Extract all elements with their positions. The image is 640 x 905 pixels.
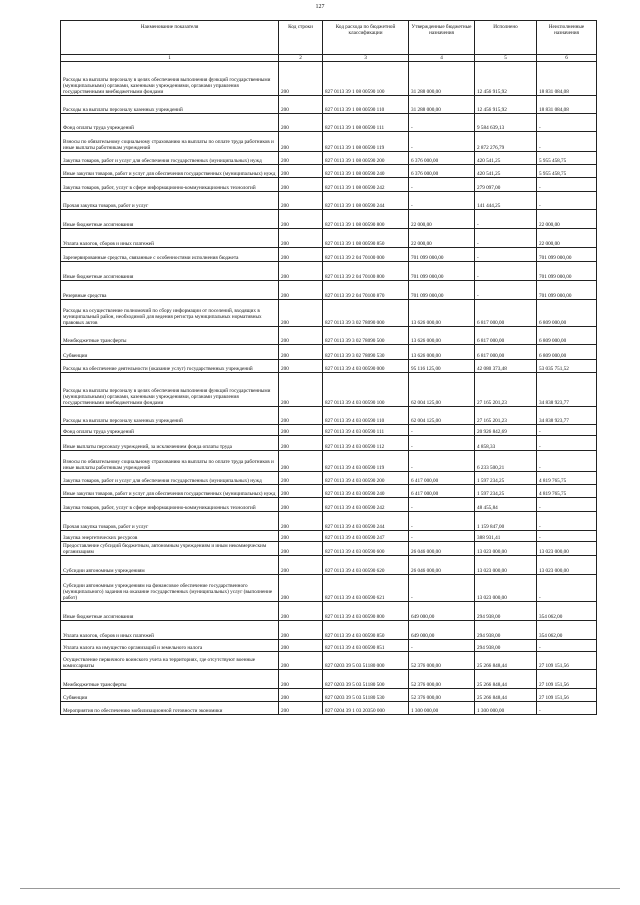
classification-code-cell: 827 0113 39 1 08 00590 111: [323, 114, 409, 132]
classification-code-cell: 827 0113 39 2 04 70100 000: [323, 248, 409, 262]
column-number: 6: [537, 55, 597, 62]
line-code-cell: 200: [279, 248, 323, 262]
classification-code-cell: 827 0113 39 1 08 00590 119: [323, 132, 409, 152]
indicator-name-cell: Уплата налогов, сборов и иных платежей: [61, 621, 279, 640]
executed-amount-cell: 6 817 000,00: [475, 345, 537, 360]
executed-amount-cell: 279 097,00: [475, 178, 537, 192]
approved-amount-cell: 22 000,00: [409, 210, 475, 229]
executed-amount-cell: 420 541,25: [475, 152, 537, 165]
classification-code-cell: 827 0113 39 4 03 00590 247: [323, 531, 409, 542]
indicator-name-cell: Расходы на обеспечение деятельности (оказание услуг) государственных учреждений: [61, 360, 279, 373]
approved-amount-cell: -: [409, 498, 475, 512]
line-code-cell: 200: [279, 152, 323, 165]
table-header-row: [61, 21, 597, 55]
classification-code-cell: 827 0113 39 4 03 00590 800: [323, 602, 409, 621]
classification-code-cell: 827 0113 39 4 03 00590 242: [323, 498, 409, 512]
remaining-amount-cell: -: [537, 531, 597, 542]
remaining-amount-cell: 18 831 084,08: [537, 96, 597, 114]
classification-code-cell: 827 0113 39 4 03 00590 119: [323, 451, 409, 472]
indicator-name-cell: Иные бюджетные ассигнования: [61, 602, 279, 621]
header-indicator-name: Наименование показателя: [61, 21, 279, 55]
table-row: [61, 436, 597, 451]
line-code-cell: 200: [279, 407, 323, 425]
classification-code-cell: 827 0113 39 4 03 00590 111: [323, 425, 409, 436]
approved-amount-cell: 701 099 000,00: [409, 248, 475, 262]
remaining-amount-cell: -: [537, 498, 597, 512]
executed-amount-cell: 2 872 276,79: [475, 132, 537, 152]
header-unexecuted-appropriations: Неисполненные назначения: [537, 21, 597, 55]
executed-amount-cell: 4 858,33: [475, 436, 537, 451]
line-code-cell: 200: [279, 192, 323, 210]
approved-amount-cell: 22 000,00: [409, 229, 475, 248]
indicator-name-cell: Закупка товаров, работ и услуг для обеспечения государственных (муниципальных) нужд: [61, 152, 279, 165]
approved-amount-cell: -: [409, 425, 475, 436]
approved-amount-cell: 649 000,00: [409, 621, 475, 640]
table-row: [61, 132, 597, 152]
table-row: [61, 345, 597, 360]
indicator-name-cell: Зарезервированные средства, связанные с особенностями исполнения бюджета: [61, 248, 279, 262]
line-code-cell: 200: [279, 178, 323, 192]
classification-code-cell: 827 0113 39 4 03 00590 851: [323, 640, 409, 652]
executed-amount-cell: 9 584 639,13: [475, 114, 537, 132]
table-row: [61, 96, 597, 114]
remaining-amount-cell: -: [537, 575, 597, 602]
table-row: [61, 248, 597, 262]
approved-amount-cell: 701 099 000,00: [409, 281, 475, 300]
line-code-cell: 200: [279, 436, 323, 451]
approved-amount-cell: -: [409, 114, 475, 132]
table-row: [61, 425, 597, 436]
classification-code-cell: 827 0113 39 4 03 00590 600: [323, 542, 409, 556]
remaining-amount-cell: 354 062,00: [537, 602, 597, 621]
line-code-cell: 200: [279, 300, 323, 327]
table-row: [61, 407, 597, 425]
executed-amount-cell: 6 817 000,00: [475, 327, 537, 345]
approved-amount-cell: -: [409, 451, 475, 472]
approved-amount-cell: 1 300 000,00: [409, 702, 475, 715]
executed-amount-cell: -: [475, 281, 537, 300]
approved-amount-cell: -: [409, 531, 475, 542]
indicator-name-cell: Взносы по обязательному социальному страхованию на выплаты по оплате труда работников и иные выплаты работникам учреждений: [61, 451, 279, 472]
remaining-amount-cell: 34 838 923,77: [537, 373, 597, 407]
table-row: [61, 192, 597, 210]
table-row: [61, 210, 597, 229]
remaining-amount-cell: -: [537, 702, 597, 715]
classification-code-cell: 827 0113 39 4 03 00590 244: [323, 512, 409, 531]
classification-code-cell: 827 0203 39 5 03 51180 500: [323, 670, 409, 689]
column-number: 5: [475, 55, 537, 62]
classification-code-cell: 827 0113 39 4 03 00590 850: [323, 621, 409, 640]
line-code-cell: 200: [279, 621, 323, 640]
indicator-name-cell: Предоставление субсидий бюджетным, автономным учреждениям и иным некоммерческим организациям: [61, 542, 279, 556]
table-row: [61, 300, 597, 327]
header-executed: Исполнено: [475, 21, 537, 55]
indicator-name-cell: Расходы на выплаты персоналу в целях обеспечения выполнения функций государственными (муниципальными) органами, казенными учреждениями, органами управления государственными внебюджетными фондами: [61, 373, 279, 407]
remaining-amount-cell: -: [537, 425, 597, 436]
classification-code-cell: 827 0113 39 2 04 70100 800: [323, 262, 409, 281]
classification-code-cell: 827 0204 39 1 03 20350 000: [323, 702, 409, 715]
page-bottom-rule: [20, 888, 620, 889]
classification-code-cell: 827 0203 39 5 03 51180 000: [323, 652, 409, 670]
approved-amount-cell: 52 376 000,00: [409, 689, 475, 702]
page-number: 127: [315, 4, 325, 10]
approved-amount-cell: 13 626 000,00: [409, 300, 475, 327]
line-code-cell: 200: [279, 702, 323, 715]
table-row: [61, 229, 597, 248]
remaining-amount-cell: 701 099 000,00: [537, 281, 597, 300]
classification-code-cell: 827 0113 39 4 03 00590 620: [323, 556, 409, 575]
executed-amount-cell: 12 456 915,92: [475, 62, 537, 96]
table-row: [61, 556, 597, 575]
remaining-amount-cell: -: [537, 640, 597, 652]
indicator-name-cell: Уплата налога на имущество организаций и земельного налога: [61, 640, 279, 652]
line-code-cell: 200: [279, 114, 323, 132]
approved-amount-cell: 52 376 000,00: [409, 652, 475, 670]
executed-amount-cell: 294 938,00: [475, 640, 537, 652]
indicator-name-cell: Субсидии автономным учреждениям на финансовое обеспечение государственного (муниципального) задания на оказание государственных (муниципальных) услуг (выполнение работ): [61, 575, 279, 602]
column-number: 4: [409, 55, 475, 62]
header-budget-classification-code: Код расхода по бюджетной классификации: [323, 21, 409, 55]
header-line-code: Код строки: [279, 21, 323, 55]
line-code-cell: 200: [279, 229, 323, 248]
line-code-cell: 200: [279, 498, 323, 512]
indicator-name-cell: Расходы на выплаты персоналу казенных учреждений: [61, 96, 279, 114]
classification-code-cell: 827 0113 39 4 03 00590 112: [323, 436, 409, 451]
table-row: [61, 485, 597, 498]
indicator-name-cell: Расходы на выплаты персоналу в целях обеспечения выполнения функций государственными (муниципальными) органами, казенными учреждениями, органами управления государственными внебюджетными фондами: [61, 62, 279, 96]
remaining-amount-cell: 5 955 458,75: [537, 152, 597, 165]
executed-amount-cell: 12 456 915,92: [475, 96, 537, 114]
indicator-name-cell: Прочая закупка товаров, работ и услуг: [61, 192, 279, 210]
table-row: [61, 531, 597, 542]
line-code-cell: 200: [279, 542, 323, 556]
line-code-cell: 200: [279, 281, 323, 300]
remaining-amount-cell: 34 838 923,77: [537, 407, 597, 425]
approved-amount-cell: 6 376 000,00: [409, 165, 475, 178]
approved-amount-cell: -: [409, 192, 475, 210]
executed-amount-cell: 25 266 848,44: [475, 689, 537, 702]
approved-amount-cell: -: [409, 640, 475, 652]
line-code-cell: 200: [279, 96, 323, 114]
indicator-name-cell: Иные выплаты персоналу учреждений, за исключением фонда оплаты труда: [61, 436, 279, 451]
remaining-amount-cell: 13 023 000,00: [537, 556, 597, 575]
table-row: [61, 640, 597, 652]
classification-code-cell: 827 0113 39 4 03 00590 240: [323, 485, 409, 498]
approved-amount-cell: -: [409, 575, 475, 602]
table-row: [61, 542, 597, 556]
classification-code-cell: 827 0113 39 4 03 00590 000: [323, 360, 409, 373]
approved-amount-cell: 52 376 000,00: [409, 670, 475, 689]
approved-amount-cell: 26 046 000,00: [409, 542, 475, 556]
line-code-cell: 200: [279, 575, 323, 602]
classification-code-cell: 827 0113 39 4 03 00590 110: [323, 407, 409, 425]
indicator-name-cell: Расходы на выплаты персоналу казенных учреждений: [61, 407, 279, 425]
classification-code-cell: 827 0113 39 1 08 00590 850: [323, 229, 409, 248]
classification-code-cell: 827 0113 39 1 08 00590 110: [323, 96, 409, 114]
line-code-cell: 200: [279, 132, 323, 152]
executed-amount-cell: -: [475, 262, 537, 281]
table-row: [61, 451, 597, 472]
approved-amount-cell: 13 626 000,00: [409, 327, 475, 345]
column-number: 1: [61, 55, 279, 62]
line-code-cell: 200: [279, 262, 323, 281]
classification-code-cell: 827 0113 39 4 03 00590 200: [323, 472, 409, 485]
line-code-cell: 200: [279, 210, 323, 229]
table-row: [61, 165, 597, 178]
executed-amount-cell: 1 597 234,25: [475, 485, 537, 498]
remaining-amount-cell: -: [537, 436, 597, 451]
table-row: [61, 498, 597, 512]
indicator-name-cell: Прочая закупка товаров, работ и услуг: [61, 512, 279, 531]
remaining-amount-cell: -: [537, 512, 597, 531]
executed-amount-cell: 294 938,00: [475, 602, 537, 621]
line-code-cell: 200: [279, 425, 323, 436]
indicator-name-cell: Закупка товаров, работ, услуг в сфере информационно-коммуникационных технологий: [61, 178, 279, 192]
executed-amount-cell: -: [475, 248, 537, 262]
remaining-amount-cell: 53 035 751,52: [537, 360, 597, 373]
indicator-name-cell: Субсидии автономным учреждениям: [61, 556, 279, 575]
line-code-cell: 200: [279, 327, 323, 345]
table-row: [61, 178, 597, 192]
line-code-cell: 200: [279, 472, 323, 485]
remaining-amount-cell: 5 955 458,75: [537, 165, 597, 178]
classification-code-cell: 827 0203 39 5 03 51180 530: [323, 689, 409, 702]
remaining-amount-cell: 354 062,00: [537, 621, 597, 640]
executed-amount-cell: 388 931,41: [475, 531, 537, 542]
table-row: [61, 575, 597, 602]
indicator-name-cell: Закупка энергетических ресурсов: [61, 531, 279, 542]
table-row: [61, 652, 597, 670]
classification-code-cell: 827 0113 39 2 04 70100 870: [323, 281, 409, 300]
indicator-name-cell: Мероприятия по обеспечению мобилизационной готовности экономики: [61, 702, 279, 715]
line-code-cell: 200: [279, 670, 323, 689]
line-code-cell: 200: [279, 640, 323, 652]
executed-amount-cell: 1 159 847,00: [475, 512, 537, 531]
indicator-name-cell: Субвенции: [61, 345, 279, 360]
remaining-amount-cell: 27 109 151,56: [537, 670, 597, 689]
remaining-amount-cell: -: [537, 192, 597, 210]
indicator-name-cell: Расходы на осуществление полномочий по сбору информации от поселений, входящих в муниципальный район, необходимой для ведения регистра муниципальных нормативных правовых актов: [61, 300, 279, 327]
classification-code-cell: 827 0113 39 3 02 78090 530: [323, 345, 409, 360]
approved-amount-cell: 13 626 000,00: [409, 345, 475, 360]
remaining-amount-cell: 27 109 151,56: [537, 652, 597, 670]
line-code-cell: 200: [279, 556, 323, 575]
approved-amount-cell: 95 116 125,00: [409, 360, 475, 373]
indicator-name-cell: Межбюджетные трансферты: [61, 670, 279, 689]
remaining-amount-cell: -: [537, 178, 597, 192]
remaining-amount-cell: 13 023 000,00: [537, 542, 597, 556]
executed-amount-cell: 42 080 373,48: [475, 360, 537, 373]
table-row: [61, 262, 597, 281]
remaining-amount-cell: -: [537, 451, 597, 472]
remaining-amount-cell: 18 831 084,08: [537, 62, 597, 96]
indicator-name-cell: Иные закупки товаров, работ и услуг для обеспечения государственных (муниципальных) нужд: [61, 165, 279, 178]
classification-code-cell: 827 0113 39 4 03 00590 100: [323, 373, 409, 407]
line-code-cell: 200: [279, 451, 323, 472]
table-row: [61, 702, 597, 715]
indicator-name-cell: Фонд оплаты труда учреждений: [61, 425, 279, 436]
line-code-cell: 200: [279, 373, 323, 407]
remaining-amount-cell: -: [537, 132, 597, 152]
table-row: [61, 281, 597, 300]
indicator-name-cell: Иные бюджетные ассигнования: [61, 262, 279, 281]
approved-amount-cell: 26 046 000,00: [409, 556, 475, 575]
table-row: [61, 602, 597, 621]
table-row: [61, 152, 597, 165]
remaining-amount-cell: 27 109 151,56: [537, 689, 597, 702]
executed-amount-cell: 294 938,00: [475, 621, 537, 640]
approved-amount-cell: -: [409, 512, 475, 531]
approved-amount-cell: 6 417 000,00: [409, 472, 475, 485]
approved-amount-cell: -: [409, 436, 475, 451]
classification-code-cell: 827 0113 39 1 08 00590 244: [323, 192, 409, 210]
line-code-cell: 200: [279, 62, 323, 96]
line-code-cell: 200: [279, 531, 323, 542]
approved-amount-cell: 62 004 125,00: [409, 407, 475, 425]
line-code-cell: 200: [279, 652, 323, 670]
table-row: [61, 689, 597, 702]
classification-code-cell: 827 0113 39 1 08 00590 200: [323, 152, 409, 165]
remaining-amount-cell: 22 000,00: [537, 210, 597, 229]
executed-amount-cell: 13 023 000,00: [475, 556, 537, 575]
executed-amount-cell: -: [475, 210, 537, 229]
table-row: [61, 512, 597, 531]
remaining-amount-cell: 701 099 000,00: [537, 248, 597, 262]
executed-amount-cell: -: [475, 229, 537, 248]
classification-code-cell: 827 0113 39 1 08 00590 240: [323, 165, 409, 178]
approved-amount-cell: 31 288 000,00: [409, 96, 475, 114]
classification-code-cell: 827 0113 39 3 02 78090 500: [323, 327, 409, 345]
executed-amount-cell: 27 165 201,23: [475, 407, 537, 425]
indicator-name-cell: Резервные средства: [61, 281, 279, 300]
executed-amount-cell: 25 266 848,44: [475, 652, 537, 670]
line-code-cell: 200: [279, 602, 323, 621]
executed-amount-cell: 13 023 000,00: [475, 542, 537, 556]
remaining-amount-cell: 4 819 765,75: [537, 485, 597, 498]
indicator-name-cell: Взносы по обязательному социальному страхованию на выплаты по оплате труда работников и иные выплаты работникам учреждений: [61, 132, 279, 152]
table-row: [61, 621, 597, 640]
remaining-amount-cell: 6 809 000,00: [537, 345, 597, 360]
table-row: [61, 472, 597, 485]
table-row: [61, 62, 597, 96]
table-row: [61, 373, 597, 407]
indicator-name-cell: Субвенции: [61, 689, 279, 702]
executed-amount-cell: 1 597 234,25: [475, 472, 537, 485]
header-approved-appropriations: Утвержденные бюджетные назначения: [409, 21, 475, 55]
classification-code-cell: 827 0113 39 4 03 00590 621: [323, 575, 409, 602]
indicator-name-cell: Закупка товаров, работ и услуг для обеспечения государственных (муниципальных) нужд: [61, 472, 279, 485]
indicator-name-cell: Иные бюджетные ассигнования: [61, 210, 279, 229]
column-number: 3: [323, 55, 409, 62]
executed-amount-cell: 141 444,25: [475, 192, 537, 210]
indicator-name-cell: Межбюджетные трансферты: [61, 327, 279, 345]
table-row: [61, 327, 597, 345]
approved-amount-cell: -: [409, 178, 475, 192]
approved-amount-cell: 701 099 000,00: [409, 262, 475, 281]
indicator-name-cell: Иные закупки товаров, работ и услуг для обеспечения государственных (муниципальных) нужд: [61, 485, 279, 498]
approved-amount-cell: 31 288 000,00: [409, 62, 475, 96]
approved-amount-cell: 62 004 125,00: [409, 373, 475, 407]
remaining-amount-cell: 4 819 765,75: [537, 472, 597, 485]
indicator-name-cell: Уплата налогов, сборов и иных платежей: [61, 229, 279, 248]
line-code-cell: 200: [279, 165, 323, 178]
indicator-name-cell: Фонд оплаты труда учреждений: [61, 114, 279, 132]
column-number-row: [61, 55, 597, 62]
classification-code-cell: 827 0113 39 1 08 00590 242: [323, 178, 409, 192]
table-row: [61, 114, 597, 132]
classification-code-cell: 827 0113 39 3 02 78090 000: [323, 300, 409, 327]
budget-execution-table: [60, 20, 597, 715]
executed-amount-cell: 25 266 848,44: [475, 670, 537, 689]
column-number: 2: [279, 55, 323, 62]
remaining-amount-cell: 6 809 000,00: [537, 327, 597, 345]
approved-amount-cell: 649 000,00: [409, 602, 475, 621]
remaining-amount-cell: 701 099 000,00: [537, 262, 597, 281]
line-code-cell: 200: [279, 485, 323, 498]
table-row: [61, 670, 597, 689]
indicator-name-cell: Закупка товаров, работ, услуг в сфере информационно-коммуникационных технологий: [61, 498, 279, 512]
remaining-amount-cell: -: [537, 114, 597, 132]
line-code-cell: 200: [279, 345, 323, 360]
classification-code-cell: 827 0113 39 1 08 00590 800: [323, 210, 409, 229]
remaining-amount-cell: 22 000,00: [537, 229, 597, 248]
remaining-amount-cell: 6 809 000,00: [537, 300, 597, 327]
approved-amount-cell: 6 417 000,00: [409, 485, 475, 498]
executed-amount-cell: 48 455,84: [475, 498, 537, 512]
executed-amount-cell: 6 233 500,21: [475, 451, 537, 472]
table-row: [61, 360, 597, 373]
executed-amount-cell: 20 926 842,69: [475, 425, 537, 436]
line-code-cell: 200: [279, 689, 323, 702]
executed-amount-cell: 27 165 201,23: [475, 373, 537, 407]
classification-code-cell: 827 0113 39 1 08 00590 100: [323, 62, 409, 96]
executed-amount-cell: 1 300 000,00: [475, 702, 537, 715]
approved-amount-cell: -: [409, 132, 475, 152]
executed-amount-cell: 420 541,25: [475, 165, 537, 178]
line-code-cell: 200: [279, 512, 323, 531]
executed-amount-cell: 6 817 000,00: [475, 300, 537, 327]
indicator-name-cell: Осуществление первичного воинского учета на территориях, где отсутствуют военные комиссариаты: [61, 652, 279, 670]
line-code-cell: 200: [279, 360, 323, 373]
executed-amount-cell: 13 023 000,00: [475, 575, 537, 602]
approved-amount-cell: 6 376 000,00: [409, 152, 475, 165]
